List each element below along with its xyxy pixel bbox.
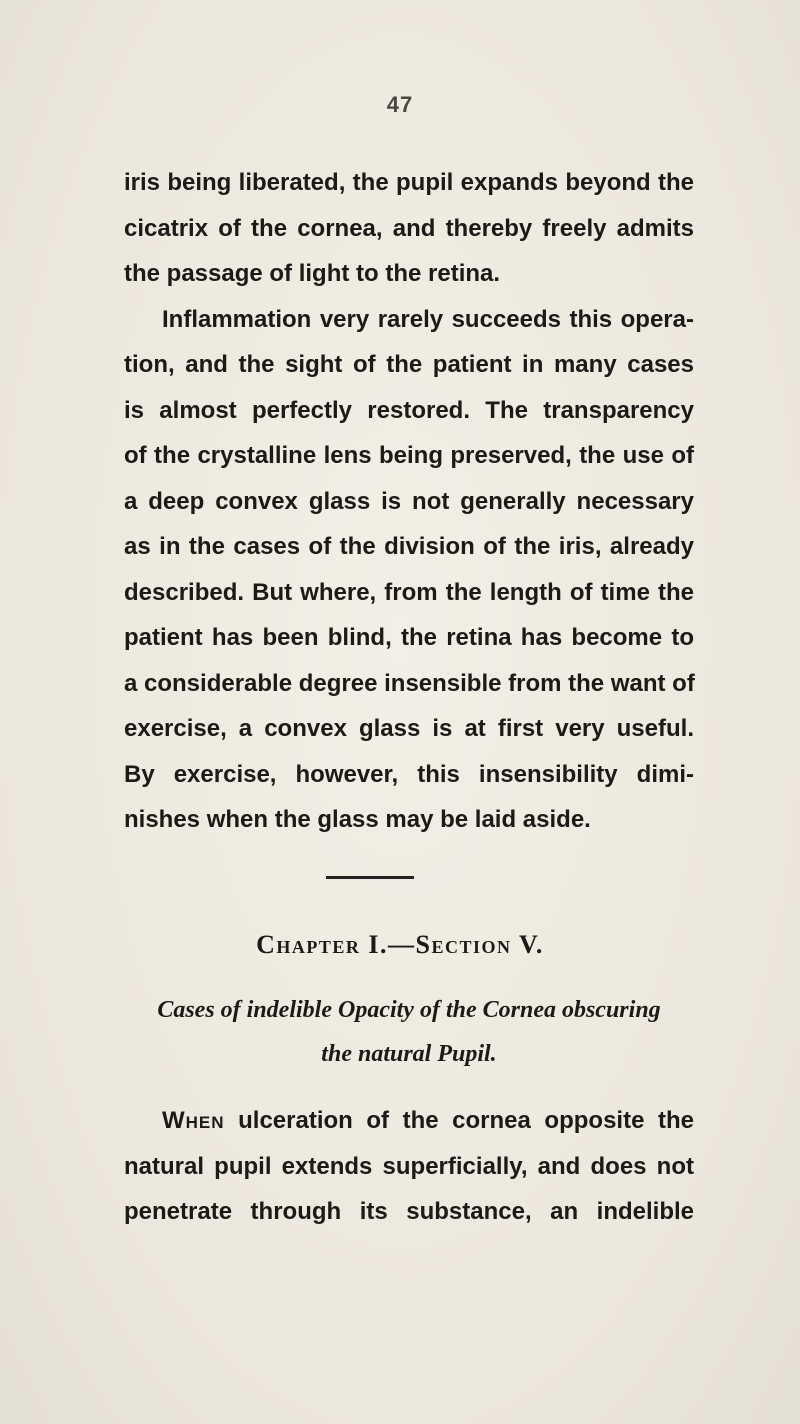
section-title-line: the natural Pupil.	[321, 1041, 497, 1067]
text-line: cicatrix of the cornea, and thereby freely admits	[124, 214, 694, 242]
section-title-line: Cases of indelible Opacity of the Cornea obscuring	[157, 997, 661, 1023]
text-fragment: ulceration of the cornea opposite the	[224, 1107, 694, 1134]
section-title	[124, 988, 694, 1076]
section-divider	[326, 876, 414, 879]
chapter-heading: Chapter I.—Section V.	[256, 930, 544, 959]
text-line: tion, and the sight of the patient in many cases	[124, 351, 694, 378]
text-line: is almost perfectly restored. The transparency	[124, 396, 694, 424]
page-number: 47	[386, 92, 414, 117]
text-line: as in the cases of the division of the iris, already	[124, 533, 694, 560]
text-line: of the crystalline lens being preserved, the use of	[124, 442, 694, 469]
opening-word: When	[162, 1107, 225, 1134]
text-line: penetrate through its substance, an indelible	[124, 1198, 694, 1225]
section-text	[124, 1098, 694, 1235]
text-line: patient has been blind, the retina has become to	[124, 624, 694, 651]
text-line: nishes when the glass may be laid aside.	[124, 806, 591, 833]
text-line: Inflammation very rarely succeeds this opera-	[162, 305, 694, 333]
text-line	[124, 1098, 694, 1144]
text-line: exercise, a convex glass is at first very useful.	[124, 715, 694, 742]
text-line: By exercise, however, this insensibility dimi-	[124, 760, 694, 788]
text-line: a deep convex glass is not generally necessary	[124, 487, 694, 515]
text-line: a considerable degree insensible from the want of	[124, 669, 695, 697]
text-line: the passage of light to the retina.	[124, 260, 501, 287]
text-line: described. But where, from the length of time the	[124, 578, 694, 606]
text-line: natural pupil extends superficially, and does not	[124, 1152, 694, 1180]
body-text	[124, 160, 694, 843]
text-line: iris being liberated, the pupil expands beyond the	[124, 169, 694, 196]
